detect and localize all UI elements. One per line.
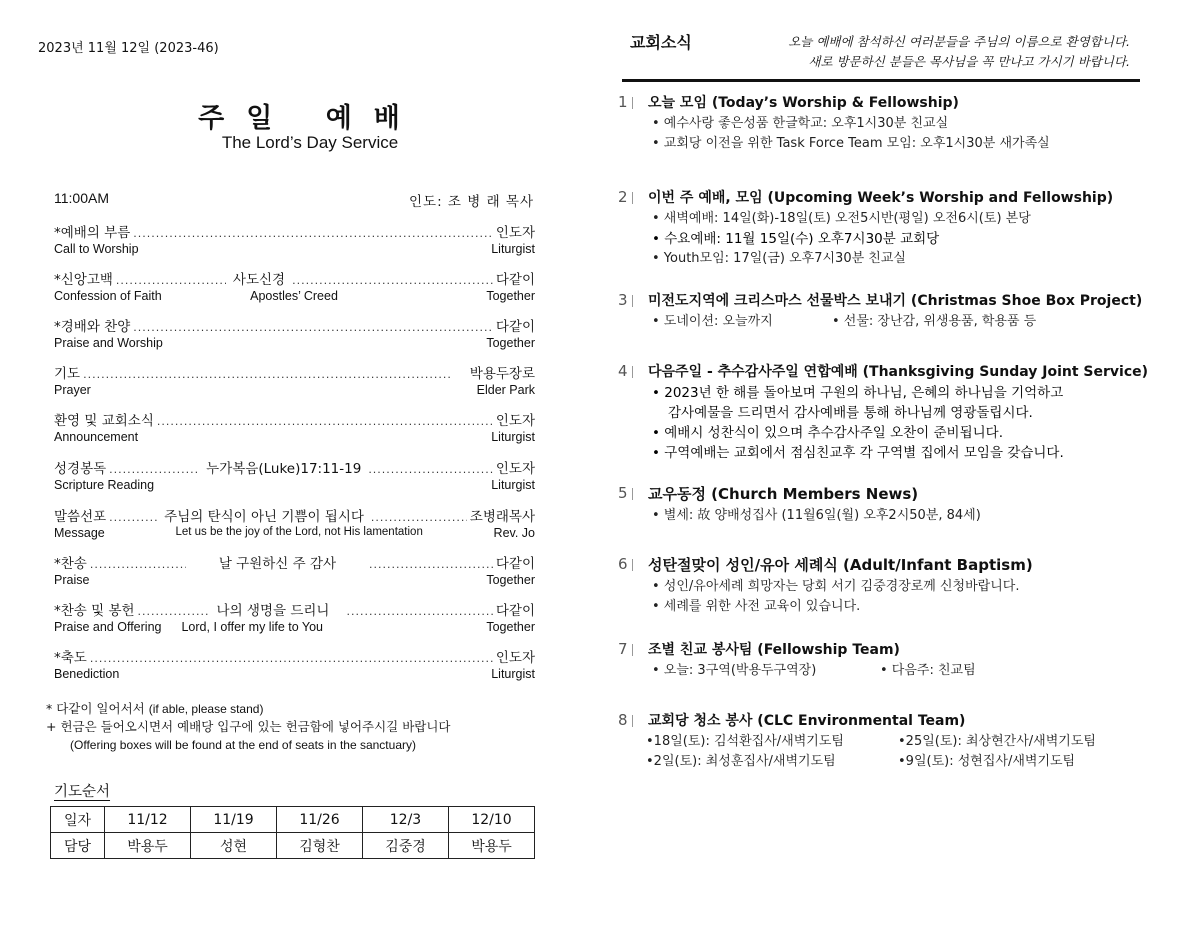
section-line: • 별세: 故 양배성집사 (11월6일(월) 오후2시50분, 84세) (652, 508, 981, 523)
section-heading: 교회당 청소 봉사 (CLC Environmental Team) (648, 713, 966, 729)
table-row (51, 807, 535, 833)
order-item-person-en: Liturgist (491, 430, 535, 444)
order-item-content: 날 구원하신 주 감사 (218, 556, 337, 572)
prayer-schedule-title: 기도순서 (54, 784, 111, 800)
order-item-person: 다같이 (495, 603, 535, 619)
table-row (51, 833, 535, 859)
section-line: • 도네이션: 오늘까지 (652, 314, 773, 329)
section-heading: 다음주일 - 추수감사주일 연합예배 (Thanksgiving Sunday Joint Service) (648, 364, 1149, 380)
order-item-content: 사도신경 (232, 272, 286, 288)
bulletin-date: 2023년 11월 12일 (2023-46) (38, 41, 219, 56)
order-item-scripture (54, 457, 535, 492)
table-cell: 담당 (51, 833, 105, 859)
section-heading: 오늘 모임 (Today’s Worship & Fellowship) (648, 95, 959, 111)
order-item-person: 다같이 (495, 319, 535, 335)
order-item-ko: *찬송 및 봉헌 (54, 603, 135, 619)
section-line: • 새벽예배: 14일(화)-18일(토) 오전5시반(평일) 오전6시(토) 본당 (652, 211, 1031, 226)
section-heading: 교우동정 (Church Members News) (648, 485, 919, 503)
section-number: 4 (618, 362, 628, 380)
order-item-ko: 기도 (54, 366, 81, 382)
stand-note-en: (if able, please stand) (148, 702, 264, 716)
stand-note: * 다같이 일어서서 (46, 701, 145, 716)
section-number: 2 (618, 188, 628, 206)
table-cell: 박용두 (105, 833, 191, 859)
order-item-person-en: Rev. Jo (493, 526, 535, 540)
section-number: 5 (618, 484, 628, 502)
section-line: •25일(토): 최상현간사/새벽기도팀 (898, 734, 1096, 749)
service-leader: 인도: 조 병 래 목사 (408, 194, 534, 210)
table-cell: 11/12 (105, 807, 191, 833)
order-item-benediction (54, 646, 535, 681)
section-line: • 세례를 위한 사전 교육이 있습니다. (652, 599, 861, 614)
section-line: • 선물: 장난감, 위생용품, 학용품 등 (832, 314, 1037, 329)
section-line: • 교회당 이전을 위한 Task Force Team 모임: 오후1시30분 새가족실 (652, 136, 1050, 151)
order-item-person-en: Together (486, 289, 535, 303)
section-line: • 다음주: 친교팀 (880, 663, 976, 678)
news-section-thanksgiving (618, 361, 1178, 463)
order-item-person: 인도자 (495, 225, 535, 241)
table-cell: 11/19 (191, 807, 277, 833)
service-time-row (54, 190, 534, 210)
section-line: • Youth모임: 17일(금) 오후7시30분 친교실 (652, 251, 906, 266)
order-item-confession (54, 268, 535, 303)
table-cell: 김중경 (363, 833, 449, 859)
order-item-hymn (54, 552, 535, 587)
section-line: • 2023년 한 해를 돌아보며 구원의 하나님, 은혜의 하나님을 기억하고 (652, 385, 1064, 401)
order-item-en: Praise and Worship (54, 336, 163, 350)
order-item-ko: *찬송 (54, 556, 87, 572)
order-item-person: 다같이 (495, 556, 535, 572)
section-heading: 성탄절맞이 성인/유아 세례식 (Adult/Infant Baptism) (648, 556, 1033, 574)
order-item-person-en: Liturgist (491, 478, 535, 492)
service-notes (46, 700, 451, 754)
order-item-ko: *축도 (54, 650, 87, 666)
table-cell: 성현 (191, 833, 277, 859)
section-line: •18일(토): 김석환집사/새벽기도팀 (646, 734, 844, 749)
order-item-prayer (54, 362, 535, 397)
section-number: 1 (618, 93, 628, 111)
section-number: 3 (618, 291, 628, 309)
order-item-person-en: Together (486, 573, 535, 587)
order-item-person: 인도자 (495, 413, 535, 429)
section-line: •9일(토): 성현집사/새벽기도팀 (898, 754, 1076, 769)
order-item-person-en: Together (486, 336, 535, 350)
table-cell: 박용두 (449, 833, 535, 859)
table-cell: 김형찬 (277, 833, 363, 859)
news-section-baptism (618, 554, 1178, 617)
order-item-person-en: Together (486, 620, 535, 634)
order-item-person: 조병래목사 (469, 509, 535, 525)
order-item-call-to-worship (54, 221, 535, 256)
prayer-schedule-table (50, 806, 535, 859)
order-item-ko: *신앙고백 (54, 272, 113, 288)
section-line: • 예배시 성찬식이 있으며 추수감사주일 오찬이 준비됩니다. (652, 425, 1003, 441)
church-news-page (600, 0, 1200, 929)
order-item-content: 주님의 탄식이 아닌 기쁨이 됩시다 (164, 509, 364, 525)
news-section-upcoming (618, 187, 1178, 269)
order-item-offering (54, 599, 535, 634)
section-number: 7 (618, 640, 628, 658)
order-item-en: Prayer (54, 383, 91, 397)
offering-note-en: (Offering boxes will be found at the end of seats in the sanctuary) (70, 738, 416, 752)
order-item-content: 누가복음(Luke)17:11-19 (206, 461, 362, 477)
section-number: 6 (618, 555, 628, 573)
order-item-ko: 말씀선포 (54, 509, 107, 525)
welcome-line: 새로 방문하신 분들은 목사님을 꼭 만나고 가시기 바랍니다. (808, 54, 1130, 69)
order-item-person: 박용두장로 (469, 366, 535, 382)
section-line: 감사예물을 드리면서 감사예배를 통해 하나님께 영광돌립시다. (668, 405, 1033, 421)
order-item-en: Confession of Faith (54, 289, 162, 303)
service-title-english: The Lord’s Day Service (221, 133, 399, 152)
section-heading: 조별 친교 봉사팀 (Fellowship Team) (648, 642, 900, 658)
order-item-announcement (54, 409, 535, 444)
news-section-cleaning (618, 710, 1178, 772)
welcome-line: 오늘 예배에 참석하신 여러분들을 주님의 이름으로 환영합니다. (788, 34, 1130, 49)
order-item-person-en: Liturgist (491, 242, 535, 256)
news-section-today (618, 92, 1178, 154)
table-cell: 12/3 (363, 807, 449, 833)
order-item-person: 다같이 (495, 272, 535, 288)
order-item-content-en: Let us be the joy of the Lord, not His lamentation (175, 526, 423, 538)
welcome-message (730, 32, 1130, 72)
section-number: 8 (618, 711, 628, 729)
section-line: •2일(토): 최성훈집사/새벽기도팀 (646, 754, 836, 769)
order-item-content-en: Lord, I offer my life to You (181, 620, 324, 634)
order-item-person-en: Liturgist (491, 667, 535, 681)
table-cell: 11/26 (277, 807, 363, 833)
section-heading: 미전도지역에 크리스마스 선물박스 보내기 (Christmas Shoe Box Project) (648, 293, 1143, 309)
worship-order-page (0, 0, 590, 929)
order-item-ko: 환영 및 교회소식 (54, 413, 154, 429)
section-line: • 수요예배: 11월 15일(수) 오후7시30분 교회당 (652, 231, 940, 247)
service-time: 11:00AM (54, 190, 109, 206)
table-cell: 12/10 (449, 807, 535, 833)
order-item-person-en: Elder Park (476, 383, 535, 397)
order-item-en: Message (54, 526, 105, 540)
header-divider (622, 79, 1140, 82)
section-line: • 성인/유아세례 희망자는 당회 서기 김중경장로께 신청바랍니다. (652, 579, 1020, 594)
order-item-person: 인도자 (495, 461, 535, 477)
order-item-en: Praise and Offering (54, 620, 162, 634)
table-cell: 일자 (51, 807, 105, 833)
order-item-en: Announcement (54, 430, 139, 444)
order-item-message (54, 505, 535, 540)
order-item-en: Praise (54, 573, 90, 587)
order-item-content: 나의 생명을 드리니 (216, 603, 330, 619)
news-section-fellowship (618, 639, 1178, 681)
news-section-members (618, 483, 1178, 526)
order-item-en: Scripture Reading (54, 478, 155, 492)
news-title: 교회소식 (630, 33, 692, 52)
section-line: • 예수사랑 좋은성품 한글학교: 오후1시30분 친교실 (652, 116, 949, 131)
section-line: • 구역예배는 교회에서 점심친교후 각 구역별 집에서 모임을 갖습니다. (652, 445, 1064, 461)
section-heading: 이번 주 예배, 모임 (Upcoming Week’s Worship and Fellowship) (648, 190, 1114, 206)
order-item-person: 인도자 (495, 650, 535, 666)
order-item-content-en: Apostles’ Creed (250, 289, 338, 303)
order-item-en: Benediction (54, 667, 120, 681)
service-title-korean: 주일 예배 (198, 103, 422, 134)
order-item-praise-worship (54, 315, 535, 350)
offering-note: + 헌금은 들어오시면서 예배당 입구에 있는 헌금함에 넣어주시길 바랍니다 (46, 719, 451, 734)
news-section-shoebox (618, 290, 1178, 332)
order-item-ko: *경배와 찬양 (54, 319, 131, 335)
order-item-ko: *예배의 부름 (54, 225, 131, 241)
section-line: • 오늘: 3구역(박용두구역장) (652, 663, 817, 678)
order-item-ko: 성경봉독 (54, 461, 107, 477)
order-item-en: Call to Worship (54, 242, 139, 256)
